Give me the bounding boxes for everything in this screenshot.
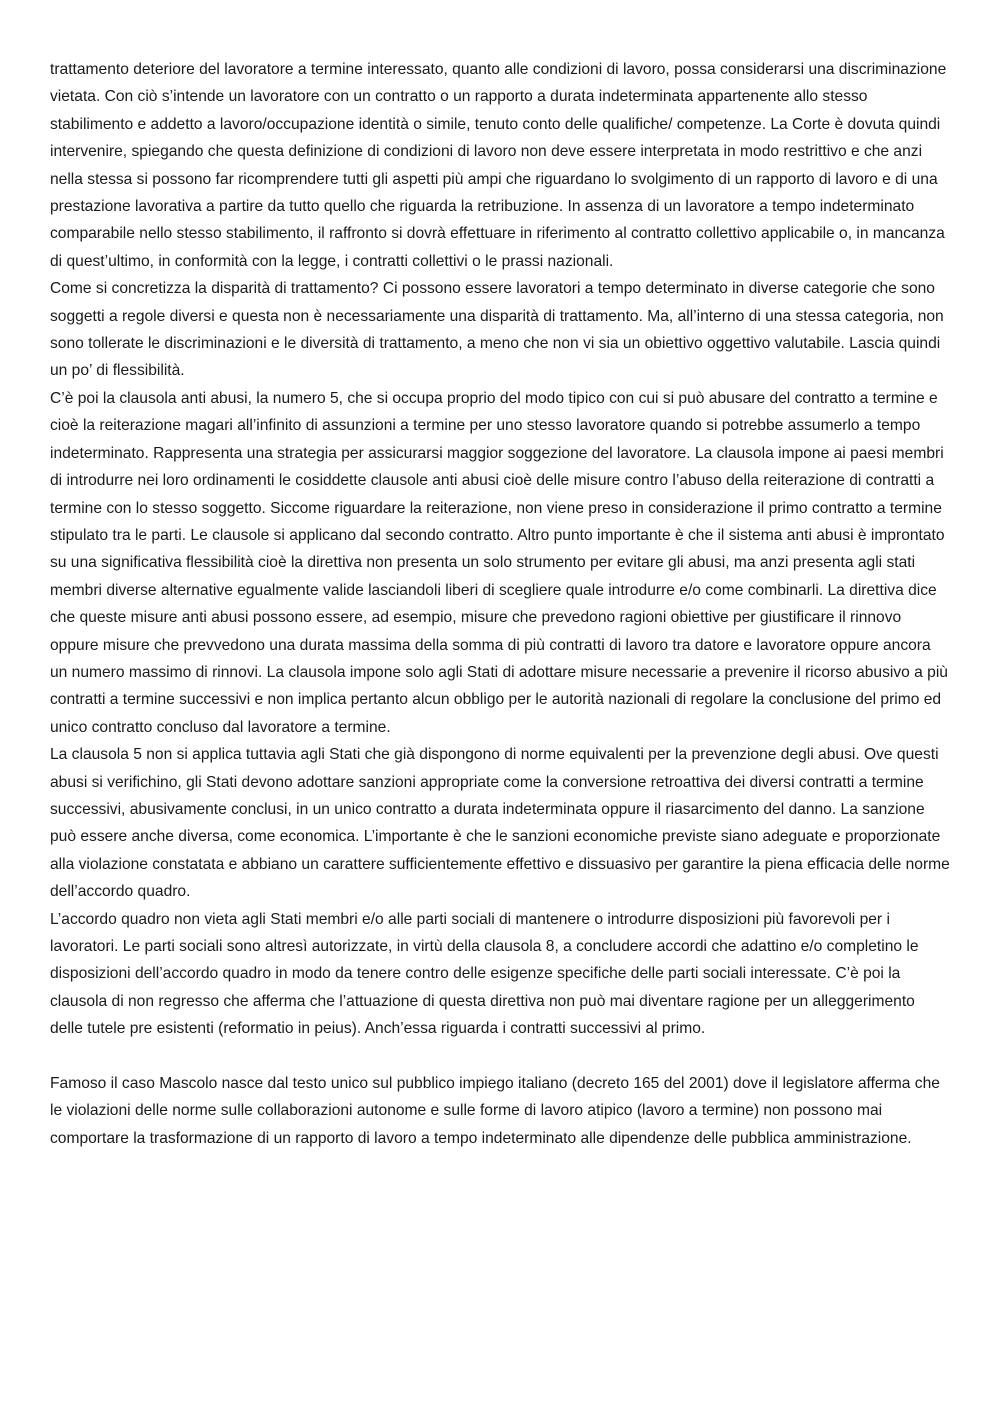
paragraph-clause-5-sanctions: La clausola 5 non si applica tuttavia agli Stati che già dispongono di norme equivalenti per la prevenzione degli abusi. Ove questi abusi si verifichino, gli Stati devono adottare sanzioni appropriate come la conversione retroattiva dei diversi contratti a termine successivi, abusivamente conclusi, in un unico contratto a durata indeterminata oppure il riasarcimento del danno. La sanzione può essere anche diversa, come economica. L’importante è che le sanzioni economiche previste siano adeguate e proporzionate alla violazione constatata e abbiano un carattere sufficientemente effettivo e dissuasivo per garantire la piena efficacia delle norme dell’accordo quadro. xyxy=(50,746,950,901)
paragraph-anti-abuse-clause: C’è poi la clausola anti abusi, la numero 5, che si occupa proprio del modo tipico con cui si può abusare del contratto a termine e cioè la reiterazione magari all’infinito di assunzioni a termine per uno stesso lavoratore quando si potrebbe assumerlo a tempo indeterminato. Rappresenta una strategia per assicurarsi maggior soggezione del lavoratore. La clausola impone ai paesi membri di introdurre nei loro ordinamenti le cosiddette clausole anti abusi cioè delle misure contro l’abuso della reiterazione di contratti a termine con lo stesso soggetto. Siccome riguardare la reiterazione, non viene preso in considerazione il primo contratto a termine stipulato tra le parti. Le clausole si applicano dal secondo contratto. Altro punto importante è che il sistema anti abusi è improntato su una significativa flessibilità cioè la direttiva non presenta un solo strumento per evitare gli abusi, ma anzi presenta agli stati membri diverse alternative egualmente valide lasciandoli liberi di scegliere quale introdurre e/o come combinarli. La direttiva dice che queste misure anti abusi possono essere, ad esempio, misure che prevedono ragioni obiettive per giustificare il rinnovo oppure misure che prevvedono una durata massima della somma di più contratti di lavoro tra datore e lavoratore oppure ancora un numero massimo di rinnovi. La clausola impone solo agli Stati di adottare misure necessarie a prevenire il ricorso abusivo a più contratti a termine successivi e non implica pertanto alcun obbligo per le autorità nazionali di regolare la conclusione del primo ed unico contratto concluso dal lavoratore a termine. xyxy=(50,389,948,736)
document-page xyxy=(50,56,952,1152)
paragraph-spacer xyxy=(50,1043,952,1070)
paragraph-framework-agreement: L’accordo quadro non vieta agli Stati membri e/o alle parti sociali di mantenere o introdurre disposizioni più favorevoli per i lavoratori. Le parti sociali sono altresì autorizzate, in virtù della clausola 8, a concludere accordi che adattino e/o completino le disposizioni dell’accordo quadro in modo da tenere contro delle esigenze specifiche delle parti sociali interessate. C’è poi la clausola di non regresso che afferma che l’attuazione di questa direttiva non può mai diventare ragione per un alleggerimento delle tutele pre esistenti (reformatio in peius). Anch’essa riguarda i contratti successivi al primo. xyxy=(50,910,919,1038)
paragraph-disparity: Come si concretizza la disparità di trattamento? Ci possono essere lavoratori a tempo determinato in diverse categorie che sono soggetti a regole diversi e questa non è necessariamente una disparità di trattamento. Ma, all’interno di una stessa categoria, non sono tollerate le discriminazioni e le diversità di trattamento, a meno che non vi sia un obiettivo oggettivo valutabile. Lascia quindi un po’ di flessibilità. xyxy=(50,280,944,380)
paragraph-mascolo-case: Famoso il caso Mascolo nasce dal testo unico sul pubblico impiego italiano (decreto 165 del 2001) dove il legislatore afferma che le violazioni delle norme sulle collaborazioni autonome e sulle forme di lavoro atipico (lavoro a termine) non possono mai comportare la trasformazione di un rapporto di lavoro a tempo indeterminato alle dipendenze delle pubblica amministrazione. xyxy=(50,1075,940,1147)
paragraph-equal-treatment: trattamento deteriore del lavoratore a termine interessato, quanto alle condizioni di lavoro, possa considerarsi una discriminazione vietata. Con ciò s’intende un lavoratore con un contratto o un rapporto a durata indeterminata appartenente allo stesso stabilimento e addetto a lavoro/occupazione identità o simile, tenuto conto delle qualifiche/ competenze. La Corte è dovuta quindi intervenire, spiegando che questa definizione di condizioni di lavoro non deve essere interpretata in modo restrittivo e che anzi nella stessa si possono far ricomprendere tutti gli aspetti più ampi che riguardano lo svolgimento di un rapporto di lavoro e di una prestazione lavorativa a partire da tutto quello che riguarda la retribuzione. In assenza di un lavoratore a tempo indeterminato comparabile nello stesso stabilimento, il raffronto si dovrà effettuare in riferimento al contratto collettivo applicabile o, in mancanza di quest’ultimo, in conformità con la legge, i contratti collettivi o le prassi nazionali. xyxy=(50,61,947,270)
